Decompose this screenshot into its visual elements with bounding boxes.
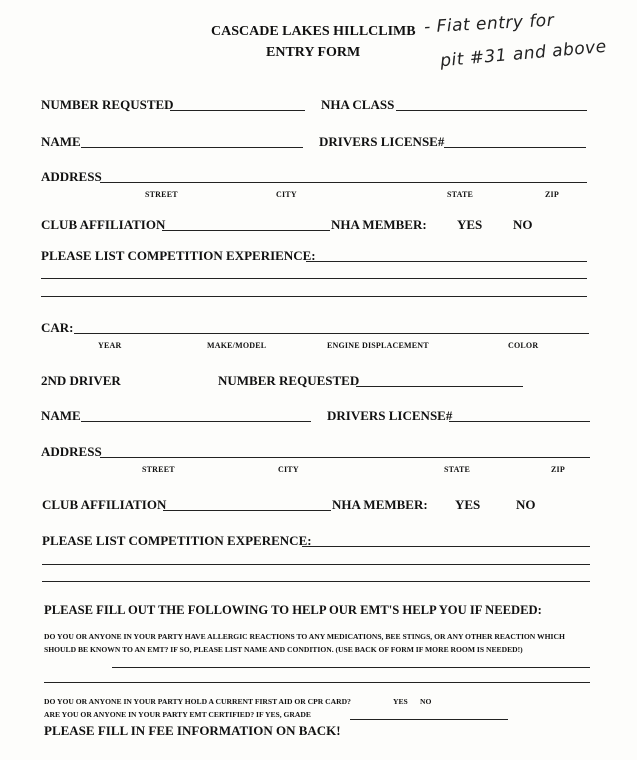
nha-member-yes[interactable]: YES	[457, 217, 483, 232]
club-affiliation-label: CLUB AFFILIATION	[41, 217, 166, 232]
street-caption: STREET	[145, 190, 178, 199]
drivers-license-field[interactable]	[444, 147, 586, 148]
competition-experience-field-2[interactable]	[41, 278, 587, 279]
fee-footer-note: PLEASE FILL IN FEE INFORMATION ON BACK!	[44, 723, 341, 738]
nha-member-label: NHA MEMBER:	[331, 217, 427, 232]
second-competition-experience-field-2[interactable]	[42, 564, 590, 565]
second-competition-experience-field-3[interactable]	[42, 581, 590, 582]
second-nha-member-label: NHA MEMBER:	[332, 497, 428, 512]
second-state-caption: STATE	[444, 465, 471, 474]
name-field[interactable]	[81, 147, 303, 148]
car-label: CAR:	[41, 320, 74, 335]
competition-experience-field-3[interactable]	[41, 296, 587, 297]
competition-experience-label: PLEASE LIST COMPETITION EXPERIENCE:	[41, 248, 316, 263]
emt-certified-question: ARE YOU OR ANYONE IN YOUR PARTY EMT CERTIFIED? IF YES, GRADE	[44, 710, 311, 719]
engine-displacement-caption: ENGINE DISPLACEMENT	[327, 341, 429, 350]
club-affiliation-field[interactable]	[162, 230, 330, 231]
number-requested-label: NUMBER REQUSTED	[41, 97, 174, 112]
second-address-label: ADDRESS	[41, 444, 102, 459]
drivers-license-label: DRIVERS LICENSE#	[319, 134, 445, 149]
second-competition-experience-label: PLEASE LIST COMPETITION EXPERENCE:	[42, 533, 312, 548]
competition-experience-field-1[interactable]	[306, 261, 587, 262]
first-aid-no[interactable]: NO	[420, 697, 432, 706]
year-caption: YEAR	[98, 341, 122, 350]
allergy-field-1[interactable]	[112, 667, 590, 668]
second-number-requested-field[interactable]	[356, 386, 523, 387]
second-city-caption: CITY	[278, 465, 299, 474]
second-name-label: NAME	[41, 408, 81, 423]
second-address-field[interactable]	[100, 457, 590, 458]
second-zip-caption: ZIP	[551, 465, 565, 474]
form-subtitle: ENTRY FORM	[266, 45, 361, 60]
nha-class-label: NHA CLASS	[321, 97, 395, 112]
second-competition-experience-field-1[interactable]	[302, 546, 590, 547]
second-name-field[interactable]	[81, 421, 311, 422]
second-drivers-license-label: DRIVERS LICENSE#	[327, 408, 453, 423]
city-caption: CITY	[276, 190, 297, 199]
second-street-caption: STREET	[142, 465, 175, 474]
second-number-requested-label: NUMBER REQUESTED	[218, 373, 360, 388]
first-aid-yes[interactable]: YES	[393, 697, 408, 706]
state-caption: STATE	[447, 190, 474, 199]
second-drivers-license-field[interactable]	[449, 421, 590, 422]
second-club-affiliation-field[interactable]	[163, 510, 331, 511]
second-nha-member-no[interactable]: NO	[516, 497, 536, 512]
allergy-field-2[interactable]	[44, 682, 590, 683]
handwritten-note-line2: pit #31 and above	[439, 36, 608, 72]
address-field[interactable]	[100, 182, 587, 183]
form-title: CASCADE LAKES HILLCLIMB	[211, 24, 416, 39]
make-model-caption: MAKE/MODEL	[207, 341, 267, 350]
handwritten-note-line1: - Fiat entry for	[423, 10, 555, 38]
address-label: ADDRESS	[41, 169, 102, 184]
first-aid-question: DO YOU OR ANYONE IN YOUR PARTY HOLD A CURRENT FIRST AID OR CPR CARD?	[44, 697, 351, 706]
number-requested-field[interactable]	[170, 110, 305, 111]
emt-heading: PLEASE FILL OUT THE FOLLOWING TO HELP OUR EMT'S HELP YOU IF NEEDED:	[44, 603, 542, 617]
car-field[interactable]	[74, 333, 589, 334]
second-club-affiliation-label: CLUB AFFILIATION	[42, 497, 167, 512]
name-label: NAME	[41, 134, 81, 149]
second-driver-heading: 2ND DRIVER	[41, 373, 121, 388]
nha-member-no[interactable]: NO	[513, 217, 533, 232]
nha-class-field[interactable]	[396, 110, 587, 111]
emt-grade-field[interactable]	[350, 719, 508, 720]
color-caption: COLOR	[508, 341, 539, 350]
second-nha-member-yes[interactable]: YES	[455, 497, 481, 512]
zip-caption: ZIP	[545, 190, 559, 199]
allergy-question: DO YOU OR ANYONE IN YOUR PARTY HAVE ALLERGIC REACTIONS TO ANY MEDICATIONS, BEE STINGS, OR ANY OTHER REACTION WHICH SHOULD BE KNOWN TO AN EMT? IF SO, PLEASE LIST NAME AND CONDITION. (USE BACK OF FORM IF MORE ROOM IS NEEDED!)	[44, 632, 565, 654]
